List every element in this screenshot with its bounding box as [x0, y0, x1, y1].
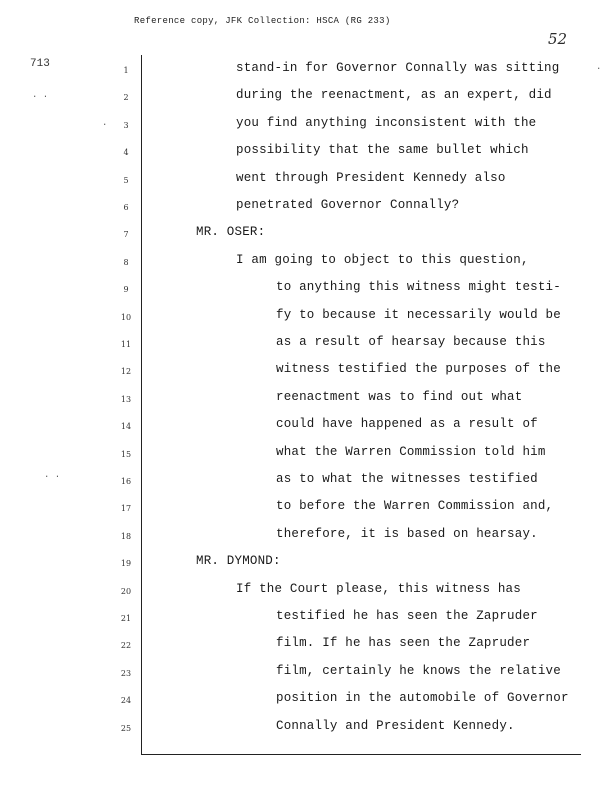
transcript-line: you find anything inconsistent with the: [236, 115, 537, 130]
transcript-line: MR. OSER:: [196, 225, 266, 240]
line-number: 9: [123, 285, 129, 295]
line-number: 15: [120, 449, 132, 459]
line-number: 3: [123, 120, 129, 130]
transcript-line: could have happened as a result of: [276, 417, 538, 432]
transcript-line: testified he has seen the Zapruder: [276, 609, 538, 623]
line-number: 16: [120, 477, 132, 486]
line-number: 14: [120, 422, 132, 432]
line-number: 13: [120, 394, 132, 404]
transcript-line: during the reenactment, as an expert, did: [236, 88, 552, 103]
transcript-line: therefore, it is based on hearsay.: [276, 526, 538, 541]
transcript-line: position in the automobile of Governor: [276, 691, 569, 706]
line-number: 6: [123, 203, 129, 212]
scan-speck: . .: [44, 470, 61, 480]
transcript-line: penetrated Governor Connally?: [236, 198, 460, 212]
line-number: 7: [123, 230, 129, 240]
transcript-line: to anything this witness might testi-: [276, 280, 561, 295]
transcript-line: fy to because it necessarily would be: [276, 307, 561, 322]
document-header: Reference copy, JFK Collection: HSCA (RG 233): [134, 16, 391, 26]
transcript-line: witness testified the purposes of the: [276, 362, 561, 377]
line-number: 23: [120, 668, 132, 678]
line-number: 24: [120, 696, 132, 706]
line-number: 5: [123, 175, 129, 185]
line-number: 10: [120, 312, 132, 322]
line-number: 2: [123, 93, 129, 103]
transcript-line: Connally and President Kennedy.: [276, 718, 515, 733]
line-number: 12: [120, 367, 132, 377]
scan-speck: .: [596, 62, 602, 72]
transcript-line: MR. DYMOND:: [196, 554, 281, 569]
transcript-line: reenactment was to find out what: [276, 389, 523, 404]
line-number: 18: [120, 531, 132, 541]
line-number: 20: [120, 586, 132, 596]
line-number: 25: [120, 723, 132, 733]
transcript-line: possibility that the same bullet which: [236, 143, 529, 158]
line-number: 21: [120, 614, 132, 623]
line-number: 11: [120, 340, 132, 349]
transcript-line: what the Warren Commission told him: [276, 444, 546, 459]
line-number: 19: [120, 559, 132, 569]
line-number: 4: [123, 148, 129, 158]
transcript-line: as a result of hearsay because this: [276, 335, 546, 349]
scan-speck: . .: [32, 90, 49, 100]
scan-speck: .: [102, 118, 108, 128]
transcript-line: to before the Warren Commission and,: [276, 499, 554, 514]
transcript-line: film, certainly he knows the relative: [276, 663, 561, 678]
line-number: 17: [120, 504, 132, 514]
transcript-line: If the Court please, this witness has: [236, 581, 521, 596]
page-number: 52: [548, 30, 568, 48]
transcript-line: I am going to object to this question,: [236, 252, 529, 267]
transcript-line: stand-in for Governor Connally was sitting: [236, 61, 560, 75]
transcript-line: as to what the witnesses testified: [276, 472, 538, 486]
transcript-line: went through President Kennedy also: [236, 170, 506, 185]
line-number: 1: [123, 66, 129, 75]
margin-number: 713: [30, 58, 50, 70]
transcript-line: film. If he has seen the Zapruder: [276, 636, 531, 651]
line-number: 22: [120, 641, 132, 651]
line-number: 8: [123, 257, 129, 267]
